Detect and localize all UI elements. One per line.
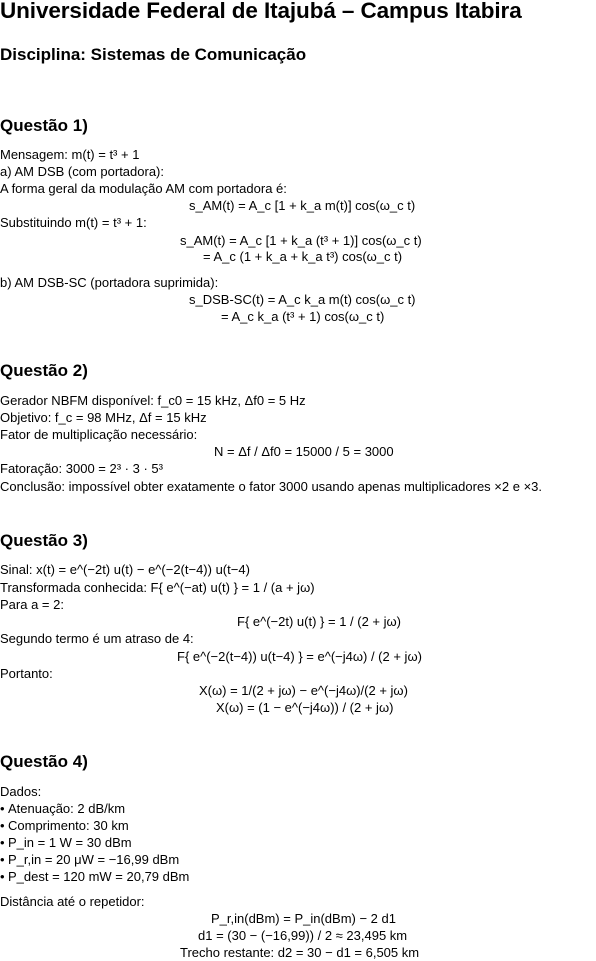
question-3-title: Questão 3) [0, 531, 88, 550]
discipline-title: Disciplina: Sistemas de Comunicação [0, 45, 307, 64]
q1-line: A forma geral da modulação AM com portadora é: [0, 181, 287, 196]
q1-formula: = A_c k_a (t³ + 1) cos(ω_c t) [221, 309, 385, 324]
q3-line: Portanto: [0, 666, 53, 681]
q2-formula: N = Δf / Δf0 = 15000 / 5 = 3000 [214, 444, 394, 459]
q1-line: Substituindo m(t) = t³ + 1: [0, 215, 147, 230]
q3-line: Segundo termo é um atraso de 4: [0, 631, 194, 646]
q4-list-item: • Comprimento: 30 km [0, 818, 129, 834]
q4-line: Distância até o repetidor: [0, 894, 145, 909]
q3-formula: X(ω) = (1 − e^(−j4ω)) / (2 + jω) [216, 700, 394, 715]
q1-line: b) AM DSB-SC (portadora suprimida): [0, 275, 219, 290]
q3-line: Sinal: x(t) = e^(−2t) u(t) − e^(−2(t−4)) u(t−4) [0, 562, 250, 577]
q1-formula: s_DSB-SC(t) = A_c k_a m(t) cos(ω_c t) [189, 292, 416, 307]
university-title: Universidade Federal de Itajubá – Campus Itabira [0, 0, 522, 23]
q2-line: Fator de multiplicação necessário: [0, 427, 198, 442]
q1-formula: s_AM(t) = A_c [1 + k_a m(t)] cos(ω_c t) [189, 198, 416, 213]
q2-line: Objetivo: f_c = 98 MHz, Δf = 15 kHz [0, 410, 207, 425]
q2-line: Gerador NBFM disponível: f_c0 = 15 kHz, Δf0 = 5 Hz [0, 393, 306, 408]
q2-line: Conclusão: impossível obter exatamente o fator 3000 usando apenas multiplicadores ×2 e ×3. [0, 479, 543, 494]
q4-formula: P_r,in(dBm) = P_in(dBm) − 2 d1 [211, 911, 396, 926]
q1-formula: = A_c (1 + k_a + k_a t³) cos(ω_c t) [203, 249, 403, 264]
q4-list-item: • P_in = 1 W = 30 dBm [0, 835, 132, 851]
q4-list-item: • P_dest = 120 mW = 20,79 dBm [0, 869, 189, 885]
q3-line: Transformada conhecida: F{ e^(−at) u(t) } = 1 / (a + jω) [0, 580, 315, 595]
q4-line: Dados: [0, 784, 42, 799]
q4-list-item: • P_r,in = 20 μW = −16,99 dBm [0, 852, 179, 868]
question-4-title: Questão 4) [0, 752, 88, 771]
q3-formula: X(ω) = 1/(2 + jω) − e^(−j4ω)/(2 + jω) [199, 683, 408, 698]
q4-formula: d1 = (30 − (−16,99)) / 2 ≈ 23,495 km [198, 928, 408, 943]
q1-formula: s_AM(t) = A_c [1 + k_a (t³ + 1)] cos(ω_c t) [180, 233, 422, 248]
q4-list-item: • Atenuação: 2 dB/km [0, 801, 125, 817]
q2-line: Fatoração: 3000 = 2³ · 3 · 5³ [0, 461, 163, 476]
q3-formula: F{ e^(−2(t−4)) u(t−4) } = e^(−j4ω) / (2 + jω) [177, 649, 422, 664]
q1-line: Mensagem: m(t) = t³ + 1 [0, 147, 140, 162]
q3-line: Para a = 2: [0, 597, 64, 612]
q4-formula: Trecho restante: d2 = 30 − d1 = 6,505 km [180, 945, 420, 960]
question-1-title: Questão 1) [0, 116, 88, 135]
question-2-title: Questão 2) [0, 361, 88, 380]
q3-formula: F{ e^(−2t) u(t) } = 1 / (2 + jω) [237, 614, 402, 629]
q1-line: a) AM DSB (com portadora): [0, 164, 164, 179]
